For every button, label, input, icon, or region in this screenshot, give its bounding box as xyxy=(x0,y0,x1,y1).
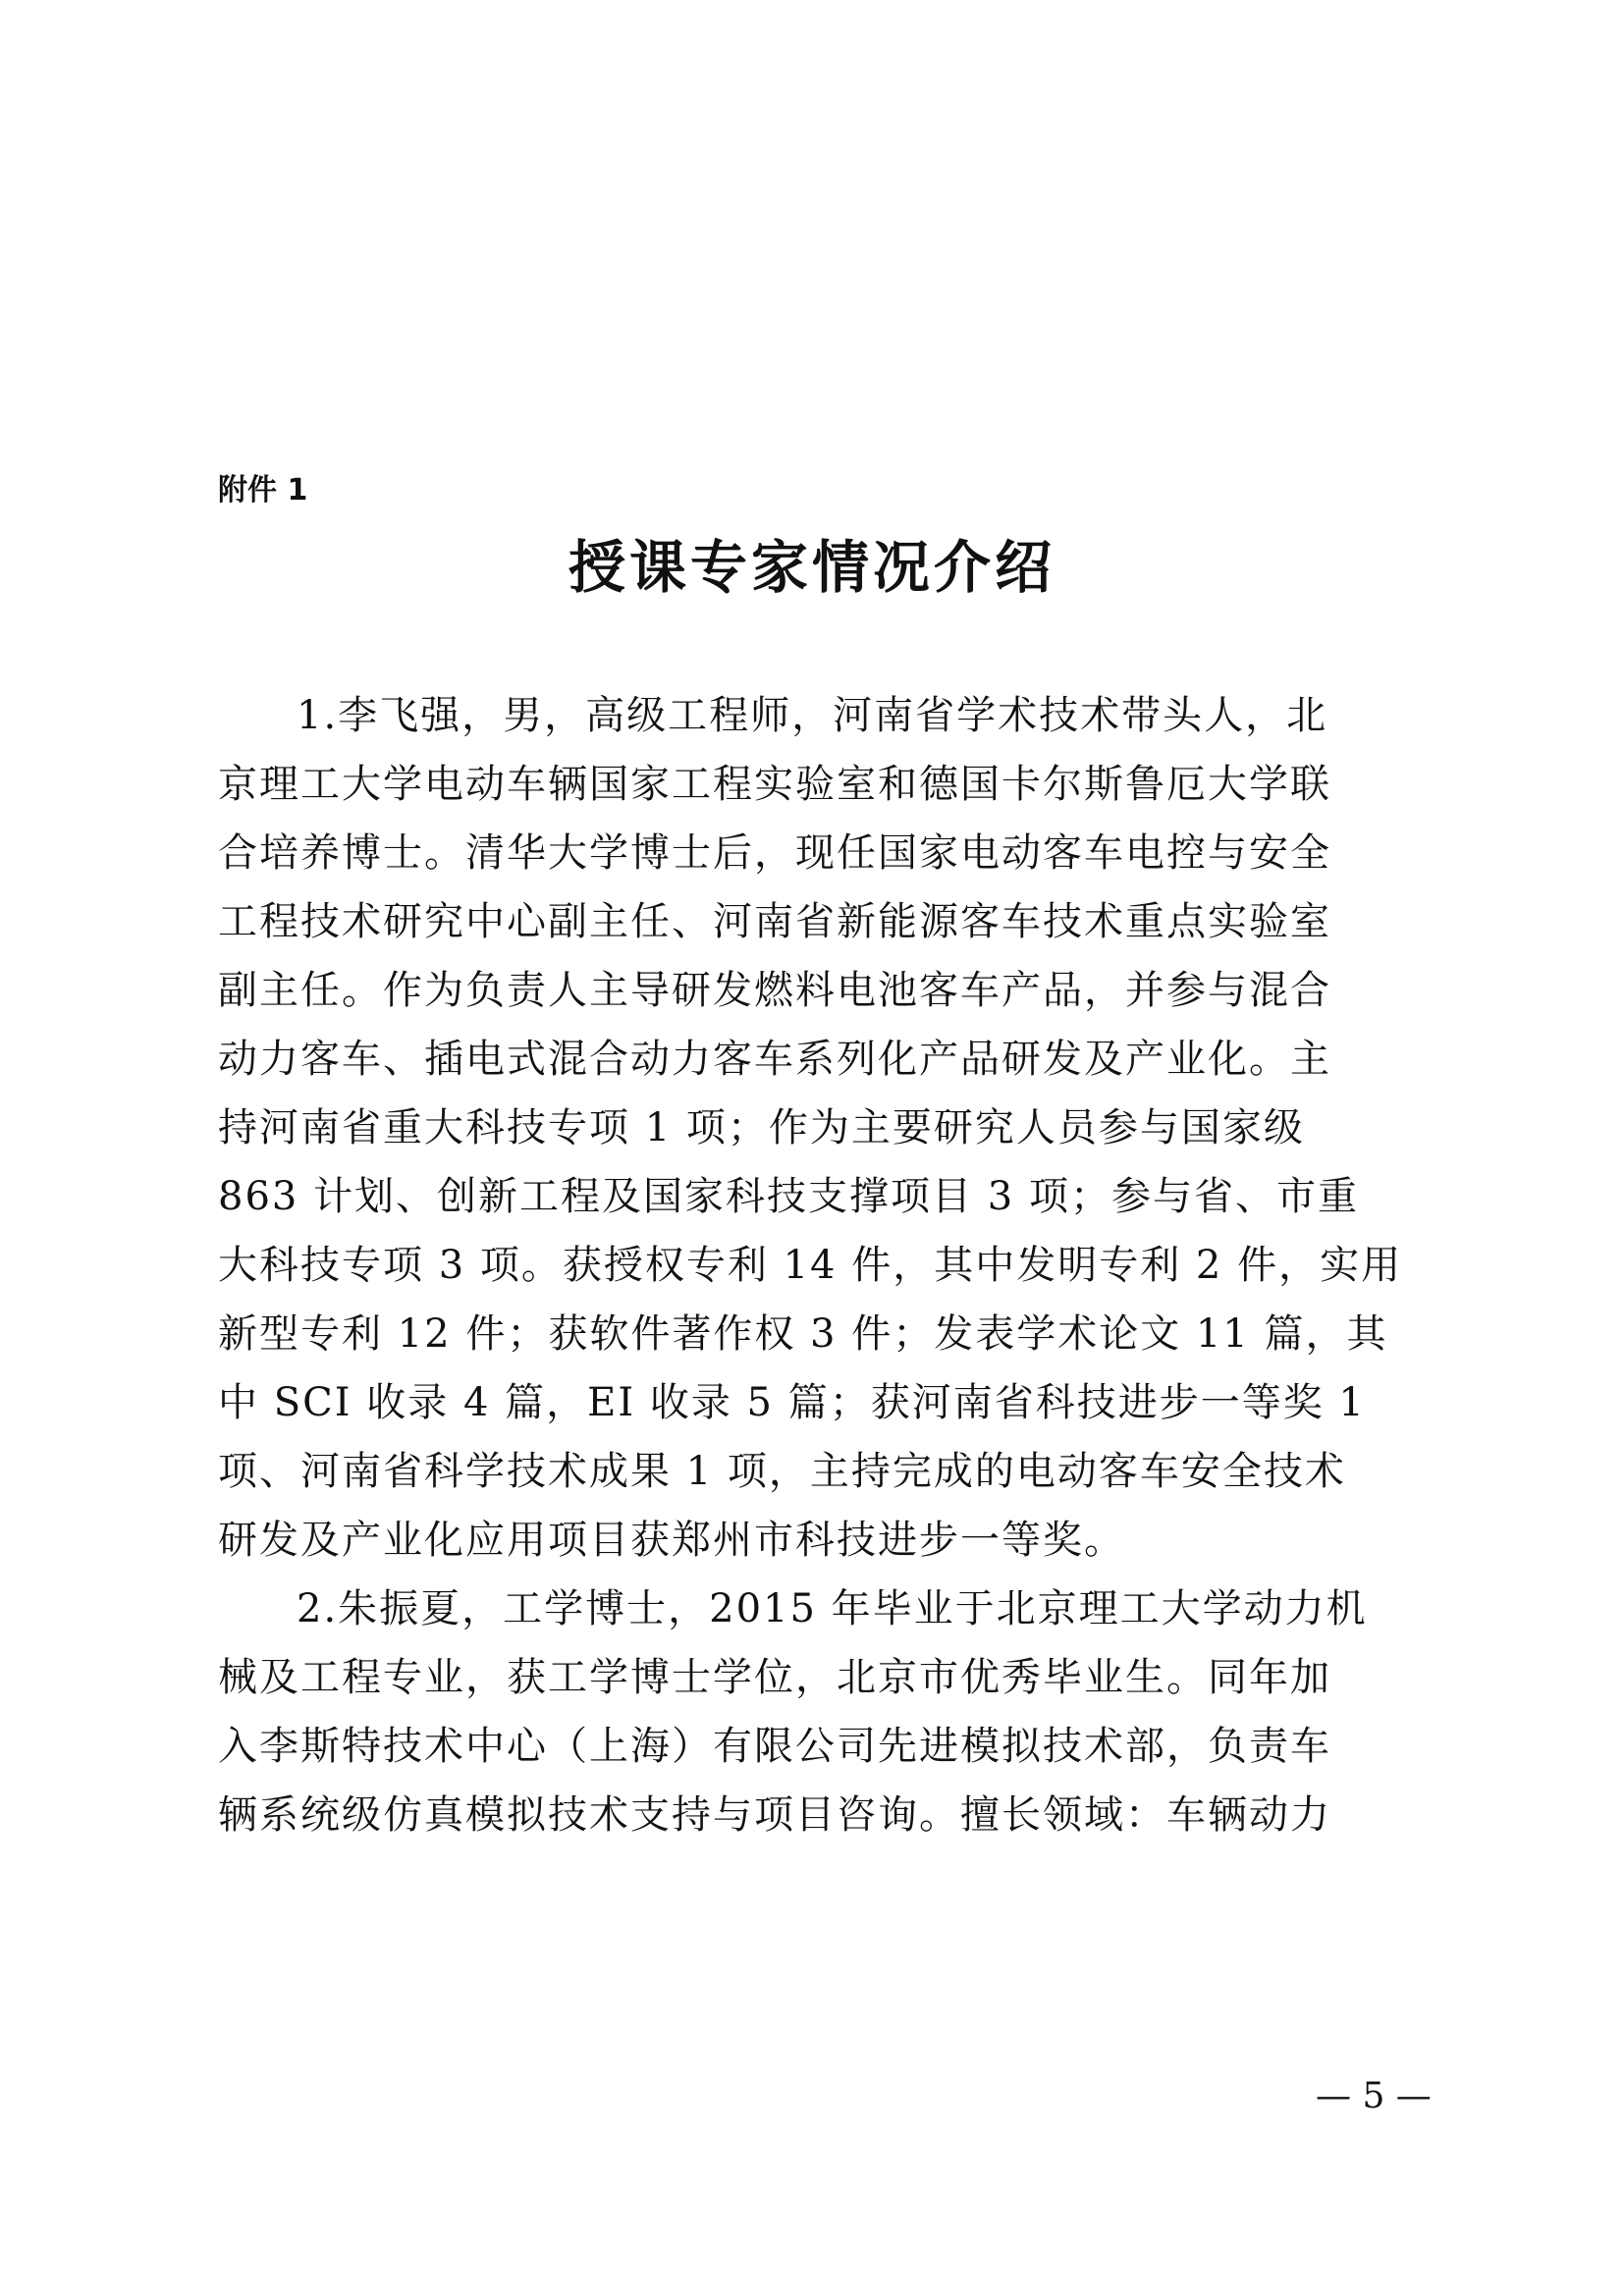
paragraph-line: 合培养博士。清华大学博士后，现任国家电动客车电控与安全 xyxy=(218,830,1331,876)
paragraph-line: 1.李飞强，男，高级工程师，河南省学术技术带头人，北 xyxy=(297,693,1328,738)
paragraph-line: 副主任。作为负责人主导研发燃料电池客车产品，并参与混合 xyxy=(218,968,1331,1013)
paragraph-line: 中 SCI 收录 4 篇，EI 收录 5 篇；获河南省科技进步一等奖 1 xyxy=(218,1380,1366,1425)
paragraph-line: 辆系统级仿真模拟技术支持与项目咨询。擅长领域：车辆动力 xyxy=(218,1792,1331,1838)
paragraph-line: 大科技专项 3 项。获授权专利 14 件，其中发明专利 2 件，实用 xyxy=(218,1243,1403,1288)
paragraph-line: 械及工程专业，获工学博士学位，北京市优秀毕业生。同年加 xyxy=(218,1655,1331,1700)
paragraph-line: 2.朱振夏，工学博士，2015 年毕业于北京理工大学动力机 xyxy=(297,1586,1368,1631)
paragraph-line: 项、河南省科学技术成果 1 项，主持完成的电动客车安全技术 xyxy=(218,1449,1346,1494)
paragraph-line: 持河南省重大科技专项 1 项；作为主要研究人员参与国家级 xyxy=(218,1105,1305,1150)
page-number: — 5 — xyxy=(1316,2076,1432,2116)
paragraph-line: 动力客车、插电式混合动力客车系列化产品研发及产业化。主 xyxy=(218,1037,1331,1082)
paragraph-line: 工程技术研究中心副主任、河南省新能源客车技术重点实验室 xyxy=(218,899,1331,944)
paragraph-line: 863 计划、创新工程及国家科技支撑项目 3 项；参与省、市重 xyxy=(218,1174,1359,1219)
paragraph-line: 京理工大学电动车辆国家工程实验室和德国卡尔斯鲁厄大学联 xyxy=(218,762,1331,807)
paragraph-line: 新型专利 12 件；获软件著作权 3 件；发表学术论文 11 篇，其 xyxy=(218,1311,1388,1357)
document-title: 授课专家情况介绍 xyxy=(568,534,1056,601)
attachment-label: 附件 1 xyxy=(218,473,308,507)
paragraph-line: 入李斯特技术中心（上海）有限公司先进模拟技术部，负责车 xyxy=(218,1724,1331,1769)
paragraph-line: 研发及产业化应用项目获郑州市科技进步一等奖。 xyxy=(218,1518,1125,1563)
